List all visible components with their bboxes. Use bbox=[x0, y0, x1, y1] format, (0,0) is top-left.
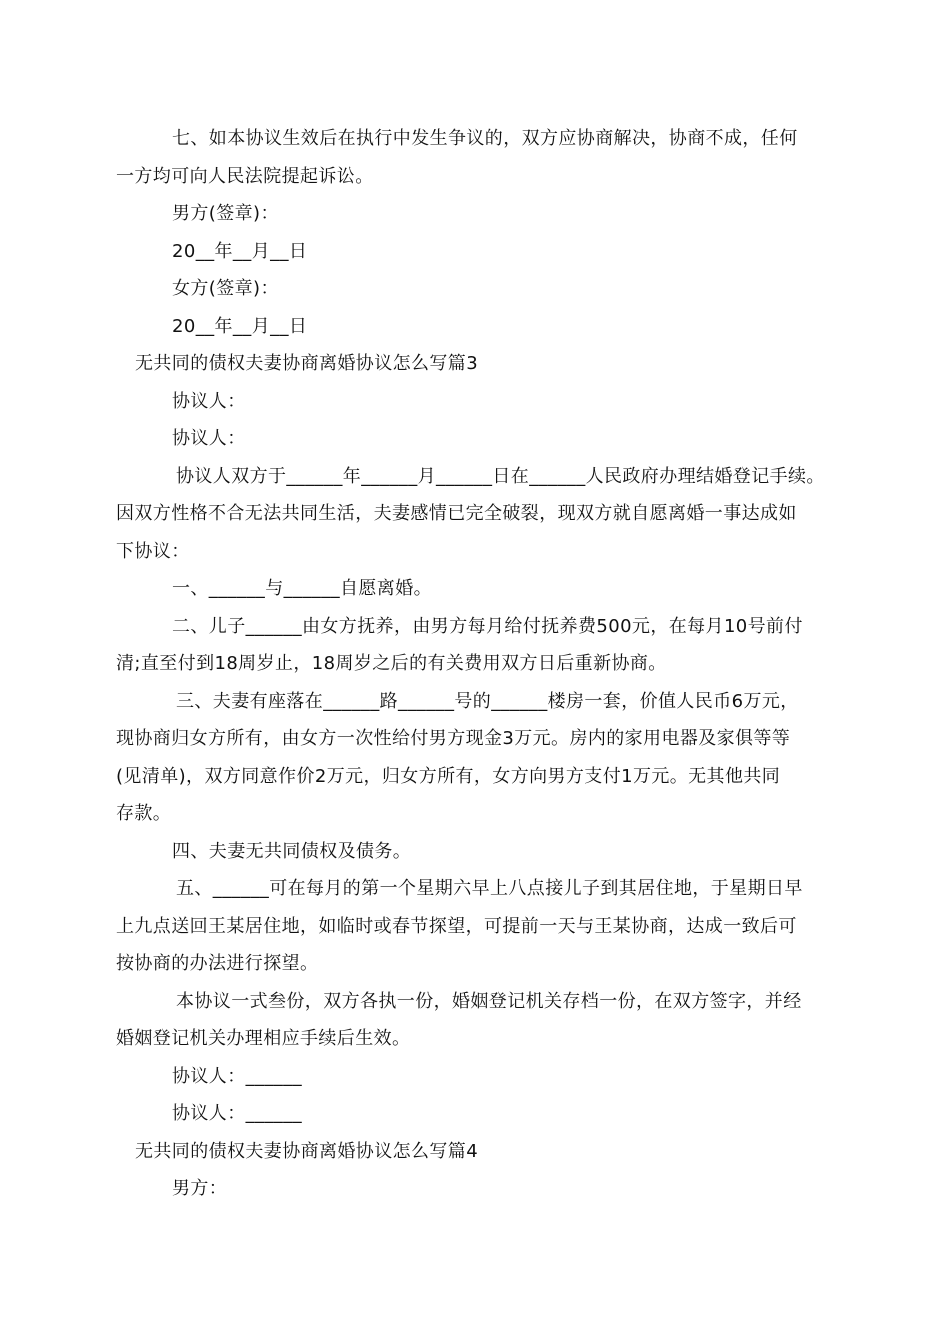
party-line: 男方： bbox=[172, 1178, 228, 1199]
paragraph-line: 本协议一式叁份，双方各执一份，婚姻登记机关存档一份，在双方签字，并经 bbox=[176, 990, 802, 1012]
paragraph-line: 一方均可向人民法院提起诉讼。 bbox=[116, 165, 374, 187]
paragraph-line: 下协议： bbox=[116, 540, 190, 562]
clause-line: 二、儿子______由女方抚养，由男方每月给付抚养费500元，在每月10号前付 bbox=[172, 615, 803, 637]
paragraph-line: 婚姻登记机关办理相应手续后生效。 bbox=[116, 1028, 411, 1049]
party-line: 协议人： bbox=[172, 390, 246, 412]
clause-line: 五、______可在每月的第一个星期六早上八点接儿子到其居住地，于星期日早 bbox=[176, 878, 803, 899]
clause-line: 三、夫妻有座落在______路______号的______楼房一套，价值人民币6万元， bbox=[176, 690, 799, 712]
paragraph-line: 七、如本协议生效后在执行中发生争议的，双方应协商解决，协商不成，任何 bbox=[172, 128, 798, 149]
paragraph-line: 因双方性格不合无法共同生活，夫妻感情已完全破裂，现双方就自愿离婚一事达成如 bbox=[116, 503, 797, 524]
party-signature-line: 协议人：______ bbox=[172, 1103, 302, 1124]
signature-line-male: 男方(签章)： bbox=[172, 203, 279, 224]
clause-line: 按协商的办法进行探望。 bbox=[116, 953, 319, 974]
clause-line: (见清单)，双方同意作价2万元，归女方所有，女方向男方支付1万元。无其他共同 bbox=[116, 765, 781, 787]
clause-line: 清;直至付到18周岁止，18周岁之后的有关费用双方日后重新协商。 bbox=[116, 653, 667, 674]
party-signature-line: 协议人：______ bbox=[172, 1065, 302, 1087]
party-line: 协议人： bbox=[172, 428, 246, 449]
signature-line-female: 女方(签章)： bbox=[172, 278, 279, 299]
date-line: 20__年__月__日 bbox=[172, 240, 308, 262]
section-heading: 无共同的债权夫妻协商离婚协议怎么写篇3 bbox=[135, 353, 479, 374]
clause-line: 四、夫妻无共同债权及债务。 bbox=[172, 840, 412, 862]
clause-line: 上九点送回王某居住地，如临时或春节探望，可提前一天与王某协商，达成一致后可 bbox=[116, 915, 797, 937]
clause-line: 一、______与______自愿离婚。 bbox=[172, 578, 432, 599]
clause-line: 现协商归女方所有，由女方一次性给付男方现金3万元。房内的家用电器及家俱等等 bbox=[116, 728, 791, 749]
document-body bbox=[116, 120, 838, 1208]
date-line: 20__年__月__日 bbox=[172, 315, 308, 337]
paragraph-line: 协议人双方于______年______月______日在______人民政府办理结婚登记手续。 bbox=[176, 465, 825, 487]
clause-line: 存款。 bbox=[116, 803, 172, 824]
section-heading: 无共同的债权夫妻协商离婚协议怎么写篇4 bbox=[135, 1140, 479, 1162]
